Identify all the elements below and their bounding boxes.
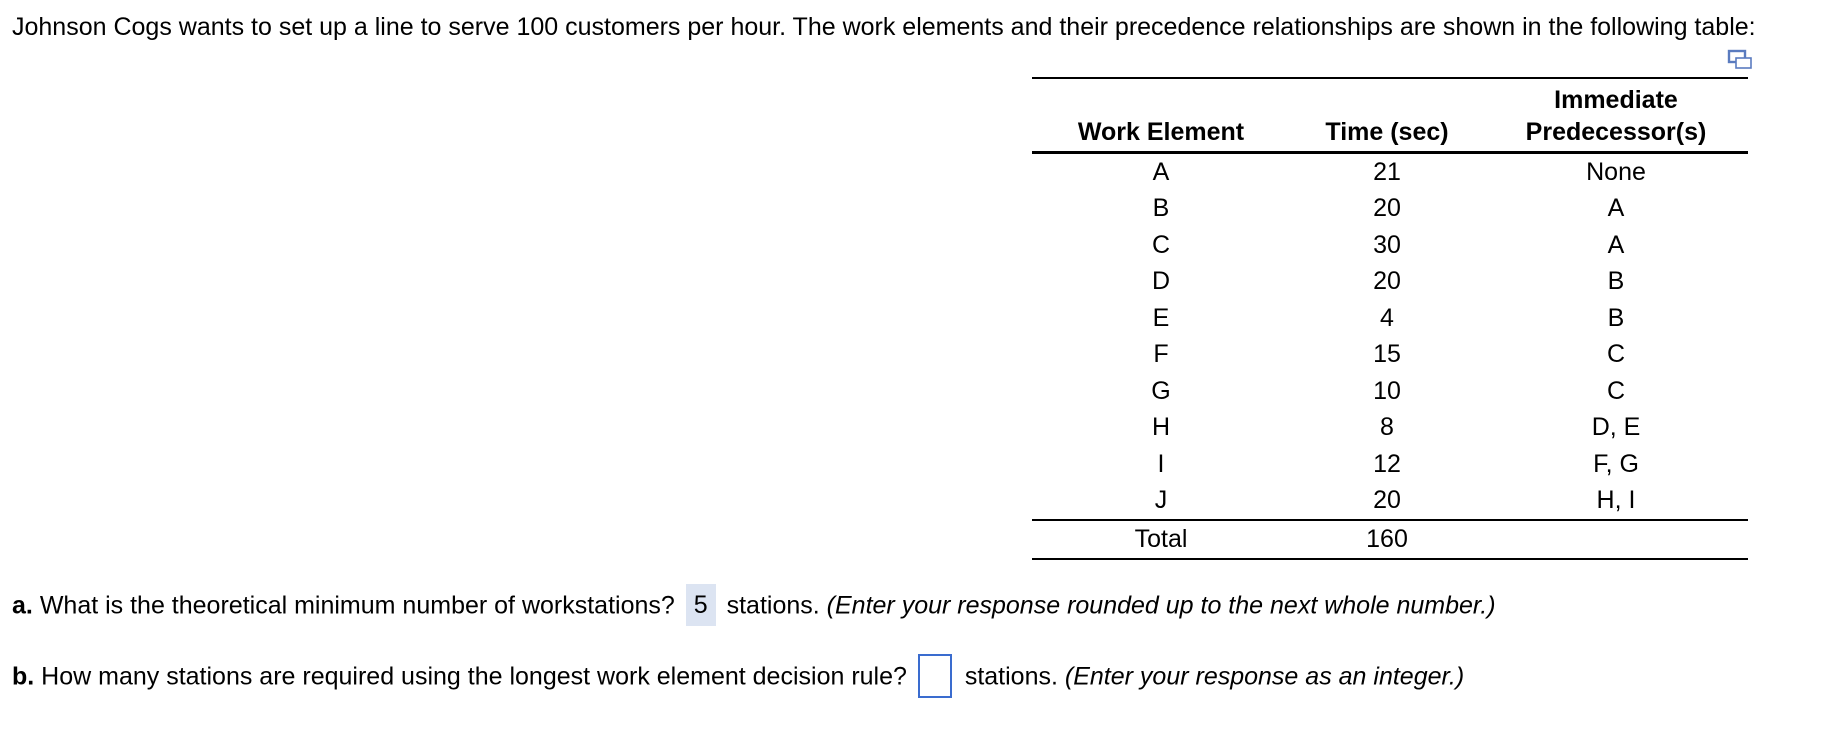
question-b-answer-input[interactable]: [918, 654, 952, 698]
work-elements-table: [1032, 77, 1748, 560]
table-row: [1032, 227, 1748, 264]
table-row: [1032, 264, 1748, 301]
table-row: [1032, 373, 1748, 410]
table-header-row: [1032, 79, 1748, 151]
question-b-hint: (Enter your response as an integer.): [1064, 662, 1465, 691]
cell-work-element: F: [1153, 340, 1169, 369]
header-pred-line2: Predecessor(s): [1525, 118, 1707, 146]
cell-time: 20: [1373, 486, 1401, 515]
header-time: Time (sec): [1325, 118, 1449, 146]
question-b-text: How many stations are required using the longest work element decision rule?: [41, 662, 907, 691]
cell-predecessors: D, E: [1591, 413, 1641, 442]
table-row: [1032, 410, 1748, 447]
table-bottom-rule: [1032, 558, 1748, 560]
copy-table-icon[interactable]: [1727, 49, 1753, 71]
table-row: [1032, 300, 1748, 337]
table-total-row: [1032, 521, 1748, 558]
total-time: 160: [1366, 524, 1408, 553]
cell-work-element: H: [1151, 413, 1171, 442]
cell-work-element: B: [1152, 194, 1170, 223]
table-body: [1032, 154, 1748, 519]
cell-predecessors: B: [1607, 267, 1625, 296]
table-row: [1032, 483, 1748, 520]
problem-statement: Johnson Cogs wants to set up a line to serve 100 customers per hour. The work elements and their precedence relationships are shown in the following table:: [12, 13, 1756, 41]
cell-predecessors: A: [1607, 230, 1625, 259]
cell-time: 20: [1373, 267, 1401, 296]
table-row: [1032, 154, 1748, 191]
header-pred-line1: Immediate: [1554, 86, 1678, 114]
cell-time: 21: [1373, 157, 1401, 186]
table-row: [1032, 337, 1748, 374]
question-a-label: a.: [12, 591, 33, 620]
cell-time: 12: [1373, 449, 1401, 478]
question-a-unit: stations.: [726, 591, 820, 620]
cell-predecessors: B: [1607, 303, 1625, 332]
question-b-unit: stations.: [964, 662, 1058, 691]
cell-time: 8: [1380, 413, 1394, 442]
cell-work-element: A: [1152, 157, 1170, 186]
cell-predecessors: F, G: [1593, 449, 1639, 478]
total-label: Total: [1134, 524, 1188, 553]
question-b: [12, 656, 1464, 700]
cell-work-element: J: [1154, 486, 1168, 515]
cell-work-element: C: [1151, 230, 1171, 259]
cell-time: 20: [1373, 194, 1401, 223]
cell-time: 15: [1373, 340, 1401, 369]
table-row: [1032, 191, 1748, 228]
question-a-answer-field[interactable]: 5: [686, 584, 716, 626]
cell-time: 4: [1380, 303, 1394, 332]
cell-predecessors: None: [1586, 157, 1646, 186]
cell-work-element: G: [1151, 376, 1171, 405]
question-b-label: b.: [12, 662, 35, 691]
cell-work-element: E: [1152, 303, 1170, 332]
header-work-element: Work Element: [1077, 118, 1245, 146]
cell-predecessors: H, I: [1596, 486, 1636, 515]
cell-work-element: I: [1157, 449, 1165, 478]
cell-time: 30: [1373, 230, 1401, 259]
question-a-text: What is the theoretical minimum number of workstations?: [39, 591, 675, 620]
cell-predecessors: A: [1607, 194, 1625, 223]
header-predecessors: [1484, 84, 1748, 148]
table-row: [1032, 446, 1748, 483]
cell-predecessors: C: [1606, 376, 1626, 405]
cell-predecessors: C: [1606, 340, 1626, 369]
cell-time: 10: [1373, 376, 1401, 405]
cell-work-element: D: [1151, 267, 1171, 296]
question-a: [12, 586, 1496, 628]
question-a-hint: (Enter your response rounded up to the next whole number.): [826, 591, 1496, 620]
